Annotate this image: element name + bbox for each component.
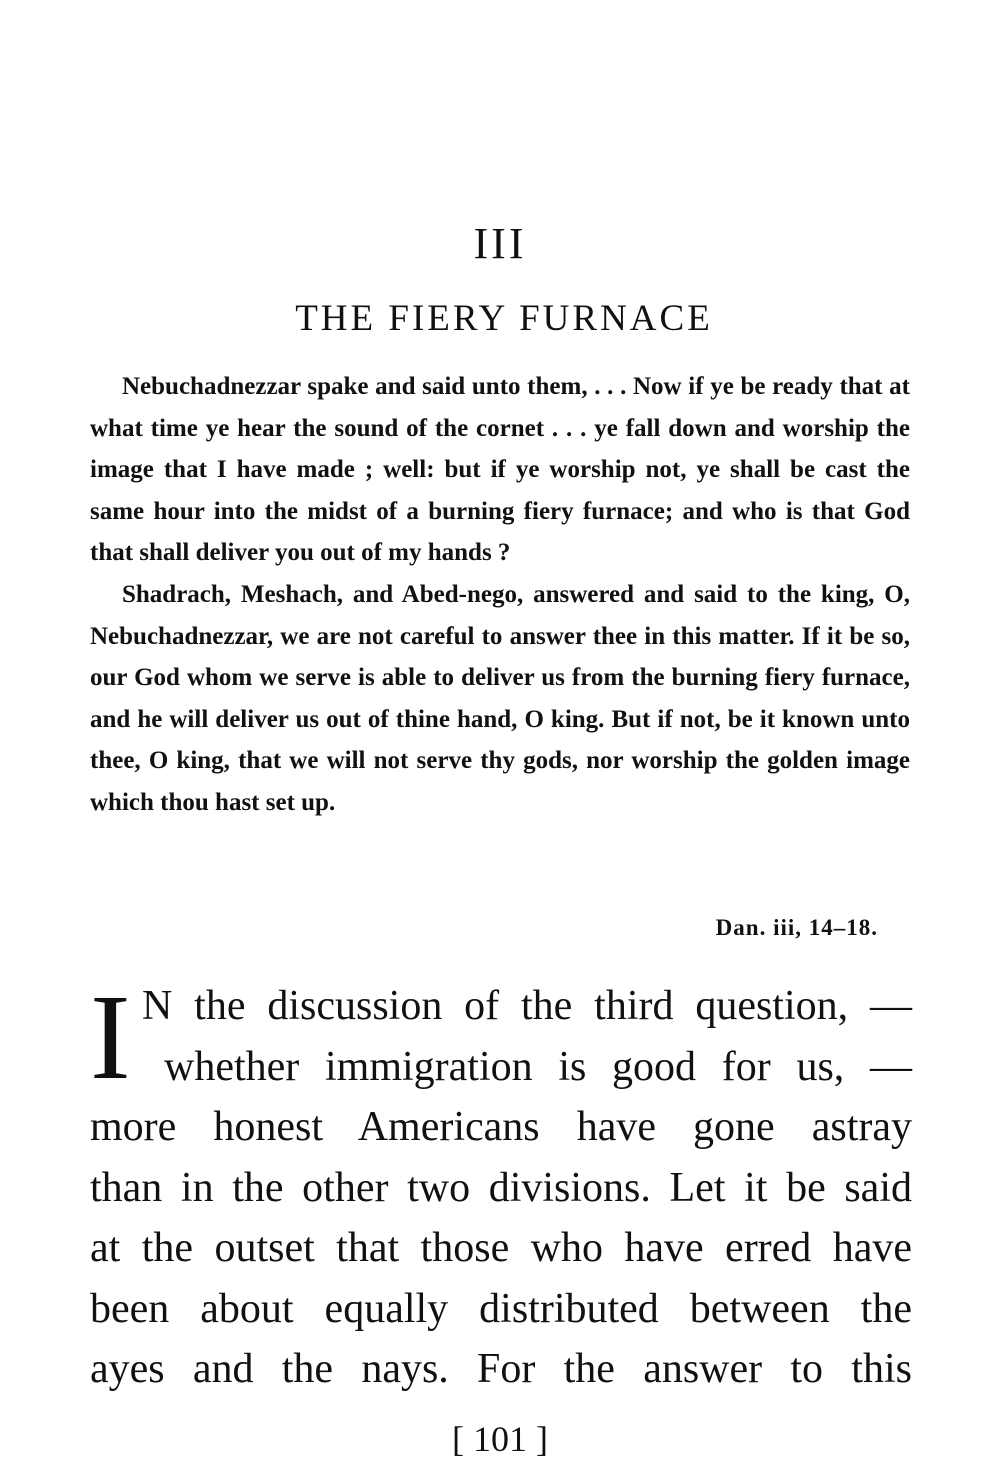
body-text [90, 970, 912, 1400]
body-line: been about equally distributed between the [90, 1285, 912, 1332]
chapter-number: III [473, 219, 527, 268]
body-line: than in the other two divisions. Let it be said [90, 1164, 912, 1211]
page-number: [ 101 ] [452, 1419, 548, 1459]
epigraph [90, 366, 910, 824]
epigraph-citation: Dan. iii, 14–18. [715, 915, 878, 940]
body-line: ayes and the nays. For the answer to this [90, 1346, 912, 1392]
body-line: at the outset that those who have erred have [90, 1225, 912, 1271]
body-line: N the discussion of the third question, — [142, 983, 912, 1029]
epigraph-paragraph: Shadrach, Meshach, and Abed-nego, answered and said to the king, O, Nebuchadnezzar, we are not careful to answer thee in this matter. If it be so, our God whom we serve is able to deliver us from the burning fiery furnace, and he will deliver us out of thine hand, O king. But if not, be it known unto thee, O king, that we will not serve thy gods, nor worship the golden image which thou hast set up. [90, 580, 910, 816]
chapter-title: THE FIERY FURNACE [295, 298, 713, 339]
body-line: whether immigration is good for us, — [164, 1043, 912, 1090]
drop-cap: I [90, 970, 131, 1105]
epigraph-paragraph: Nebuchadnezzar spake and said unto them, . . . Now if ye be ready that at what time ye hear the sound of the cornet . . . ye fall down and worship the image that I have made ; well: but if ye worship not, ye shall be cast the same hour into the midst of a burning fiery furnace; and who is that God that shall deliver you out of my hands ? [90, 373, 910, 567]
body-line: more honest Americans have gone astray [90, 1104, 912, 1150]
